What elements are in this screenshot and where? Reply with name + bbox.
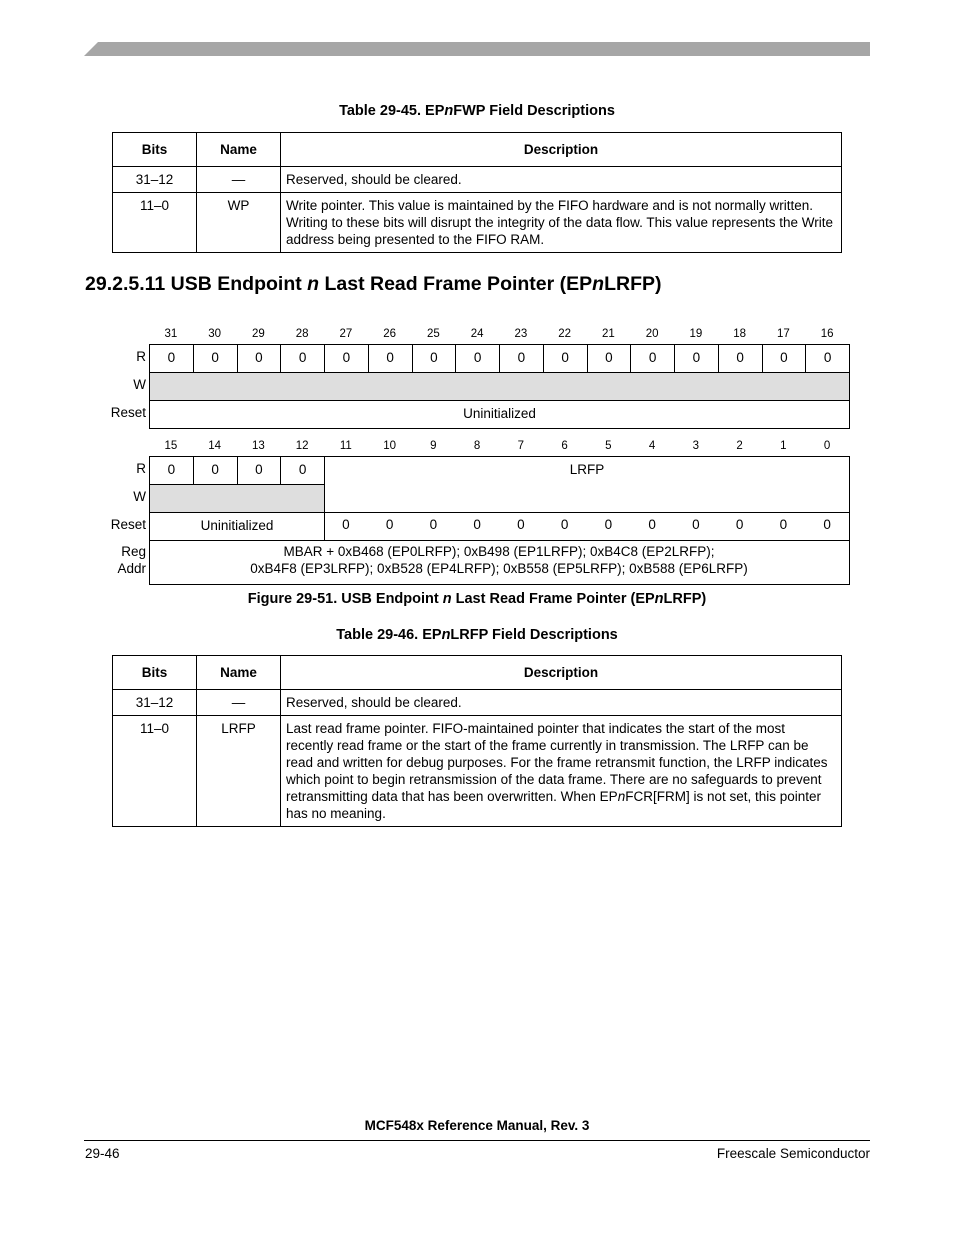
bit-number: 9: [430, 440, 437, 452]
page-number: 29-46: [85, 1146, 120, 1161]
bit-cell-read: 0: [237, 344, 282, 373]
bit-cell-read: 0: [762, 344, 807, 373]
bit-number: 11: [339, 440, 352, 452]
bit-number: 20: [645, 328, 659, 340]
bit-number: 14: [208, 440, 222, 452]
header-name: Name: [197, 656, 281, 690]
table-header-row: [113, 656, 842, 690]
cell-name: —: [197, 690, 281, 716]
bit-number: 22: [558, 328, 572, 340]
cell-description: Last read frame pointer. FIFO-maintained pointer that indicates the start of the most recently read frame or the start of the frame currently in transmission. The LRFP can be read and written for debug purposes. For the frame retransmit function, the LRFP indicates which point to begin retransmission of the data frame. There are no safeguards to prevent retransmitting data that has been overwritten. When EPnFCR[FRM] is not set, this pointer has no meaning.: [281, 716, 842, 827]
write-row-reserved: [149, 372, 850, 401]
table-45: [112, 132, 842, 253]
cell-name: WP: [197, 193, 281, 253]
cell-description: Reserved, should be cleared.: [281, 690, 842, 716]
bit-number: 6: [561, 440, 568, 452]
table-row: [113, 193, 842, 253]
bit-number: 31: [164, 328, 178, 340]
reset-uninitialized: Uninitialized: [149, 512, 325, 541]
bit-cell-read: 0: [455, 344, 500, 373]
bit-number: 30: [208, 328, 222, 340]
bit-number: 25: [426, 328, 440, 340]
bit-number: 27: [339, 328, 353, 340]
cell-description: Reserved, should be cleared.: [281, 167, 842, 193]
bit-cell-read: 0: [499, 344, 544, 373]
row-label-r: R: [136, 461, 146, 476]
bit-cell-read: 0: [587, 344, 632, 373]
bit-cell-read: 0: [193, 344, 238, 373]
reset-bit-value: 0: [604, 517, 613, 532]
table-row: [113, 690, 842, 716]
row-label-w: W: [133, 489, 146, 504]
figure-caption: Figure 29-51. USB Endpoint n Last Read Frame Pointer (EPnLRFP): [247, 591, 707, 607]
address-line-2: 0xB4F8 (EP3LRFP); 0xB528 (EP4LRFP); 0xB558 (EP5LRFP); 0xB588 (EP6LRFP): [250, 561, 748, 576]
reset-bit-value: 0: [473, 517, 481, 532]
reset-bit-value: 0: [517, 517, 525, 532]
header-description: Description: [281, 133, 842, 167]
bit-number: 2: [736, 440, 743, 452]
bit-number: 18: [733, 328, 747, 340]
header-bar: [84, 42, 870, 56]
bit-cell-read: 0: [805, 344, 850, 373]
bit-cell-read: 0: [412, 344, 457, 373]
reset-bit-value: 0: [823, 517, 831, 532]
bit-number: 29: [251, 328, 265, 340]
table-45-caption: Table 29-45. EPnFWP Field Descriptions: [339, 103, 615, 119]
cell-name: LRFP: [197, 716, 281, 827]
bit-cell-read: 0: [149, 456, 194, 485]
bit-number: 26: [383, 328, 397, 340]
cell-name: —: [197, 167, 281, 193]
bit-cell-read: 0: [368, 344, 413, 373]
reset-uninitialized: Uninitialized: [149, 400, 850, 429]
bit-cell-read: 0: [237, 456, 282, 485]
bit-number: 15: [164, 440, 178, 452]
table-46: [112, 655, 842, 827]
cell-bits: 31–12: [113, 167, 197, 193]
bit-number: 7: [517, 440, 525, 452]
bit-number: 8: [473, 440, 481, 452]
bit-number: 4: [648, 440, 656, 452]
footer-title: MCF548x Reference Manual, Rev. 3: [364, 1118, 590, 1133]
row-label-addr: Addr: [117, 561, 146, 576]
header-bits: Bits: [113, 656, 197, 690]
lrfp-field: LRFP: [324, 456, 850, 513]
bit-cell-read: 0: [149, 344, 194, 373]
bit-number: 1: [780, 440, 787, 452]
bit-cell-read: 0: [718, 344, 763, 373]
row-label-reset: Reset: [110, 517, 146, 532]
bit-number: 19: [689, 328, 703, 340]
table-46-caption: Table 29-46. EPnLRFP Field Descriptions: [336, 627, 618, 643]
bit-number: 16: [820, 328, 834, 340]
bit-cell-read: 0: [280, 344, 325, 373]
bit-number: 12: [295, 440, 309, 452]
bit-number: 23: [514, 328, 528, 340]
bit-number: 5: [605, 440, 612, 452]
bit-cell-read: 0: [193, 456, 238, 485]
table-row: [113, 167, 842, 193]
row-label-w: W: [133, 377, 146, 392]
reset-bit-value: 0: [779, 517, 788, 532]
cell-bits: 11–0: [113, 716, 197, 827]
bit-cell-read: 0: [674, 344, 719, 373]
write-row-reserved: [149, 484, 325, 513]
bit-number: 17: [776, 328, 790, 340]
bit-cell-read: 0: [324, 344, 369, 373]
header-bits: Bits: [113, 133, 197, 167]
reset-bit-value: 0: [692, 517, 700, 532]
header-name: Name: [197, 133, 281, 167]
reset-bit-value: 0: [385, 517, 394, 532]
address-line-1: MBAR + 0xB468 (EP0LRFP); 0xB498 (EP1LRFP); 0xB4C8 (EP2LRFP);: [283, 544, 715, 559]
bit-number: 0: [823, 440, 831, 452]
bit-number: 10: [383, 440, 397, 452]
company-name: Freescale Semiconductor: [716, 1146, 870, 1161]
footer-divider: [84, 1140, 870, 1141]
bit-number: 28: [295, 328, 309, 340]
table-header-row: [113, 133, 842, 167]
row-label-r: R: [136, 349, 146, 364]
reset-bit-value: 0: [648, 517, 656, 532]
row-label-reset: Reset: [110, 405, 146, 420]
cell-bits: 31–12: [113, 690, 197, 716]
bit-number: 21: [601, 328, 615, 340]
bit-cell-read: 0: [280, 456, 325, 485]
reset-bit-value: 0: [560, 517, 569, 532]
row-label-reg: Reg: [121, 544, 146, 559]
cell-bits: 11–0: [113, 193, 197, 253]
bit-number: 24: [470, 328, 484, 340]
bit-number: 13: [251, 440, 265, 452]
table-row: [113, 716, 842, 827]
cell-description: Write pointer. This value is maintained by the FIFO hardware and is not normally written. Writing to these bits will disrupt the integrity of the data flow. This value represents the Write address being presented to the FIFO RAM.: [281, 193, 842, 253]
bit-cell-read: 0: [630, 344, 675, 373]
bit-cell-read: 0: [543, 344, 588, 373]
bit-number: 3: [692, 440, 700, 452]
section-title: 29.2.5.11 USB Endpoint n Last Read Frame Pointer (EPnLRFP): [85, 273, 662, 295]
reset-bit-value: 0: [735, 517, 744, 532]
reset-bit-value: 0: [342, 517, 350, 532]
reset-bit-value: 0: [429, 517, 438, 532]
header-description: Description: [281, 656, 842, 690]
